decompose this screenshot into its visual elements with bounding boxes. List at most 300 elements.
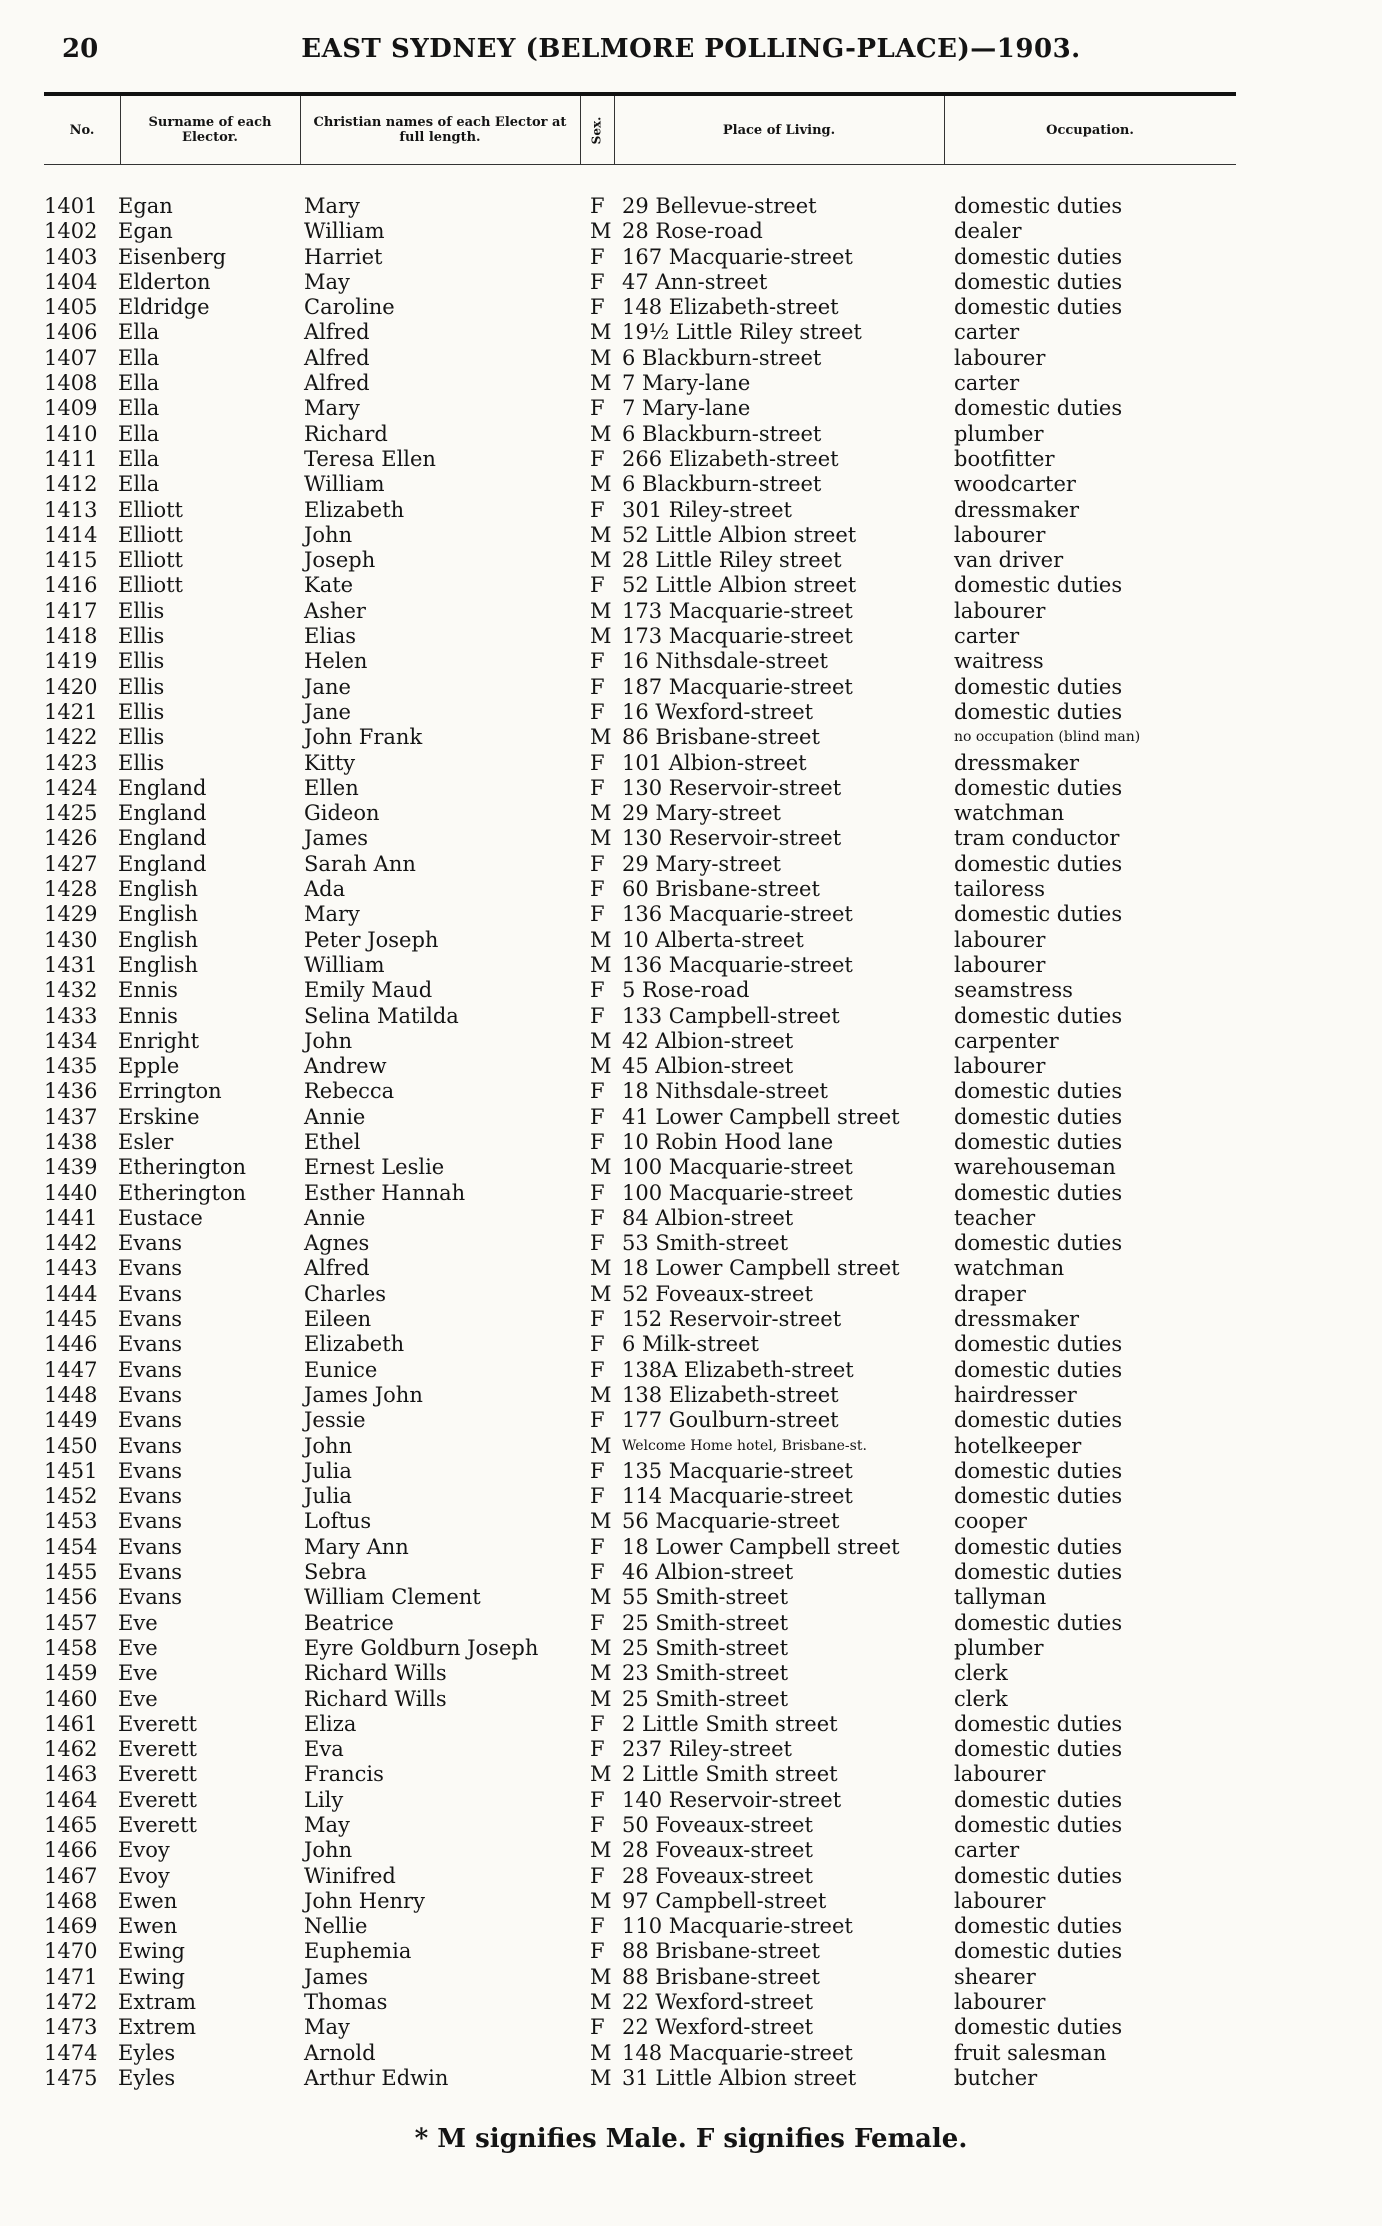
row-place-of-living: 52 Foveaux-street: [622, 1281, 813, 1306]
row-number: 1443: [44, 1256, 98, 1281]
row-sex: F: [590, 194, 605, 218]
row-occupation: carter: [954, 624, 1020, 649]
row-number: 1467: [44, 1863, 98, 1888]
row-sex: M: [590, 1054, 612, 1079]
row-place-of-living: 31 Little Albion street: [622, 2065, 857, 2090]
row-place-of-living: 53 Smith-street: [622, 1231, 789, 1256]
row-christian-names: Eunice: [304, 1357, 378, 1382]
row-christian-names: William: [304, 472, 385, 497]
row-occupation: dressmaker: [954, 750, 1080, 775]
row-sex: F: [590, 1863, 605, 1888]
table-row: [0, 1560, 1382, 1585]
row-place-of-living: 133 Campbell-street: [622, 1003, 840, 1028]
table-row: [0, 675, 1382, 700]
row-place-of-living: 47 Ann-street: [622, 269, 768, 294]
table-row: [0, 2015, 1382, 2040]
table-row: [0, 1105, 1382, 1130]
row-place-of-living: 266 Elizabeth-street: [622, 446, 839, 471]
table-row: [0, 447, 1382, 472]
row-christian-names: William: [304, 952, 385, 977]
row-christian-names: Selina Matilda: [304, 1003, 459, 1028]
row-place-of-living: 167 Macquarie-street: [622, 244, 853, 269]
row-place-of-living: 100 Macquarie-street: [622, 1155, 853, 1180]
row-occupation: domestic duties: [954, 1560, 1123, 1585]
table-row: [0, 928, 1382, 953]
row-christian-names: May: [304, 1813, 350, 1837]
row-occupation: tram conductor: [954, 826, 1120, 851]
row-surname: Ellis: [118, 624, 165, 649]
row-number: 1405: [44, 295, 98, 320]
row-christian-names: Rebecca: [304, 1079, 395, 1104]
row-sex: M: [590, 1661, 612, 1686]
row-sex: F: [590, 1737, 605, 1762]
row-sex: M: [590, 725, 612, 750]
table-row: [0, 1585, 1382, 1610]
row-place-of-living: 7 Mary-lane: [622, 396, 751, 421]
col-header-christian: Christian names of each Elector at full length.: [313, 115, 567, 145]
row-place-of-living: 28 Little Riley street: [622, 548, 842, 573]
row-place-of-living: 19½ Little Riley street: [622, 320, 862, 345]
row-sex: M: [590, 522, 612, 547]
column-header-row: [44, 92, 1236, 165]
row-sex: M: [590, 219, 612, 244]
row-number: 1419: [44, 649, 98, 674]
row-occupation: domestic duties: [954, 396, 1123, 421]
row-number: 1417: [44, 598, 98, 623]
row-place-of-living: 88 Brisbane-street: [622, 1964, 820, 1989]
row-occupation: domestic duties: [954, 1408, 1123, 1433]
row-number: 1436: [44, 1079, 98, 1104]
row-surname: Everett: [118, 1787, 197, 1812]
row-number: 1453: [44, 1509, 98, 1534]
row-surname: Extram: [118, 1990, 197, 2015]
table-row: [0, 1914, 1382, 1939]
row-occupation: domestic duties: [954, 1484, 1123, 1509]
row-surname: Ellis: [118, 649, 165, 674]
table-row: [0, 320, 1382, 345]
table-row: [0, 776, 1382, 801]
row-sex: F: [590, 2015, 605, 2040]
row-place-of-living: 97 Campbell-street: [622, 1888, 827, 1913]
table-row: [0, 1054, 1382, 1079]
table-row: [0, 1687, 1382, 1712]
table-row: [0, 270, 1382, 295]
row-christian-names: Loftus: [304, 1509, 372, 1534]
row-number: 1420: [44, 674, 98, 699]
row-occupation: labourer: [954, 1990, 1046, 2015]
row-place-of-living: 140 Reservoir-street: [622, 1787, 842, 1812]
row-surname: English: [118, 902, 199, 927]
row-occupation: domestic duties: [954, 1332, 1123, 1357]
row-christian-names: Winifred: [304, 1863, 396, 1888]
row-sex: F: [590, 674, 605, 699]
row-surname: Everett: [118, 1813, 197, 1837]
row-christian-names: James: [304, 1964, 369, 1989]
row-occupation: domestic duties: [954, 1104, 1123, 1129]
table-row: [0, 1307, 1382, 1332]
row-sex: M: [590, 952, 612, 977]
row-number: 1463: [44, 1762, 98, 1787]
table-row: [0, 751, 1382, 776]
row-number: 1424: [44, 775, 98, 800]
row-sex: M: [590, 1382, 612, 1407]
table-row: [0, 1509, 1382, 1534]
row-sex: F: [590, 1458, 605, 1483]
col-header-sex: [580, 96, 614, 164]
row-surname: Ella: [118, 320, 160, 345]
row-number: 1442: [44, 1231, 98, 1256]
row-place-of-living: 187 Macquarie-street: [622, 674, 853, 699]
row-occupation: warehouseman: [954, 1155, 1116, 1180]
row-place-of-living: 7 Mary-lane: [622, 371, 751, 396]
table-row: [0, 498, 1382, 523]
table-row: [0, 523, 1382, 548]
row-place-of-living: 56 Macquarie-street: [622, 1509, 840, 1534]
row-place-of-living: 10 Robin Hood lane: [622, 1129, 834, 1154]
row-sex: M: [590, 320, 612, 345]
row-place-of-living: 6 Blackburn-street: [622, 421, 822, 446]
table-row: [0, 953, 1382, 978]
row-number: 1415: [44, 548, 98, 573]
row-surname: Ewing: [118, 1939, 185, 1964]
table-row: [0, 725, 1382, 750]
table-row: [0, 1813, 1382, 1838]
row-sex: F: [590, 1939, 605, 1964]
row-place-of-living: 2 Little Smith street: [622, 1711, 838, 1736]
row-sex: M: [590, 2040, 612, 2065]
row-place-of-living: 2 Little Smith street: [622, 1762, 838, 1787]
row-number: 1450: [44, 1433, 98, 1458]
row-number: 1410: [44, 421, 98, 446]
row-christian-names: Mary: [304, 194, 360, 218]
row-occupation: woodcarter: [954, 472, 1076, 497]
table-row: [0, 1079, 1382, 1104]
row-surname: Etherington: [118, 1180, 247, 1205]
row-sex: M: [590, 1028, 612, 1053]
row-christian-names: Andrew: [304, 1054, 387, 1079]
row-christian-names: John Henry: [304, 1888, 425, 1913]
row-number: 1425: [44, 801, 98, 826]
row-number: 1447: [44, 1357, 98, 1382]
table-row: [0, 1737, 1382, 1762]
table-row: [0, 700, 1382, 725]
row-number: 1413: [44, 497, 98, 522]
row-place-of-living: 29 Mary-street: [622, 801, 781, 826]
row-christian-names: Emily Maud: [304, 978, 433, 1003]
row-surname: Ellis: [118, 674, 165, 699]
row-surname: Evans: [118, 1484, 183, 1509]
row-sex: F: [590, 446, 605, 471]
row-occupation: domestic duties: [954, 1180, 1123, 1205]
row-christian-names: John: [304, 1028, 353, 1053]
row-sex: F: [590, 1711, 605, 1736]
row-occupation: teacher: [954, 1205, 1036, 1230]
row-occupation: no occupation (blind man): [954, 729, 1141, 746]
row-place-of-living: 28 Foveaux-street: [622, 1838, 813, 1863]
row-christian-names: Annie: [304, 1104, 366, 1129]
row-number: 1471: [44, 1964, 98, 1989]
row-number: 1439: [44, 1155, 98, 1180]
table-row: [0, 1383, 1382, 1408]
row-christian-names: William: [304, 219, 385, 244]
row-number: 1444: [44, 1281, 98, 1306]
row-christian-names: Elias: [304, 624, 357, 649]
row-occupation: carter: [954, 371, 1020, 396]
row-place-of-living: 100 Macquarie-street: [622, 1180, 853, 1205]
row-place-of-living: 173 Macquarie-street: [622, 598, 853, 623]
row-surname: Elliott: [118, 522, 183, 547]
row-occupation: labourer: [954, 1762, 1046, 1787]
row-sex: F: [590, 573, 605, 598]
row-christian-names: Ernest Leslie: [304, 1155, 445, 1180]
row-number: 1458: [44, 1635, 98, 1660]
row-number: 1470: [44, 1939, 98, 1964]
table-row: [0, 852, 1382, 877]
row-christian-names: Euphemia: [304, 1939, 412, 1964]
table-row: [0, 1965, 1382, 1990]
row-place-of-living: 18 Lower Campbell street: [622, 1534, 900, 1559]
table-row: [0, 1990, 1382, 2015]
page-title: EAST SYDNEY (BELMORE POLLING-PLACE)—1903.: [301, 34, 1081, 64]
row-place-of-living: 55 Smith-street: [622, 1585, 789, 1610]
table-row: [0, 1282, 1382, 1307]
row-occupation: domestic duties: [954, 851, 1123, 876]
row-sex: F: [590, 699, 605, 724]
row-surname: Evans: [118, 1534, 183, 1559]
row-occupation: domestic duties: [954, 269, 1123, 294]
row-place-of-living: 177 Goulburn-street: [622, 1408, 839, 1433]
table-row: [0, 245, 1382, 270]
row-sex: F: [590, 978, 605, 1003]
row-number: 1446: [44, 1332, 98, 1357]
row-number: 1435: [44, 1054, 98, 1079]
row-occupation: clerk: [954, 1686, 1008, 1711]
row-christian-names: Lily: [304, 1787, 344, 1812]
row-surname: Eve: [118, 1610, 158, 1635]
row-number: 1432: [44, 978, 98, 1003]
row-christian-names: John: [304, 1433, 353, 1458]
row-occupation: domestic duties: [954, 1610, 1123, 1635]
row-surname: Evans: [118, 1231, 183, 1256]
table-row: [0, 1358, 1382, 1383]
row-surname: Evans: [118, 1332, 183, 1357]
row-number: 1434: [44, 1028, 98, 1053]
row-occupation: carter: [954, 320, 1020, 345]
table-row: [0, 877, 1382, 902]
row-christian-names: Alfred: [304, 371, 370, 396]
table-row: [0, 902, 1382, 927]
table-row: [0, 801, 1382, 826]
table-row: [0, 1939, 1382, 1964]
row-place-of-living: 45 Albion-street: [622, 1054, 794, 1079]
row-christian-names: William Clement: [304, 1585, 481, 1610]
row-place-of-living: 22 Wexford-street: [622, 2015, 814, 2040]
row-christian-names: Eileen: [304, 1307, 372, 1332]
row-occupation: hairdresser: [954, 1382, 1077, 1407]
row-christian-names: Gideon: [304, 801, 380, 826]
row-christian-names: Charles: [304, 1281, 387, 1306]
row-sex: F: [590, 497, 605, 522]
row-occupation: cooper: [954, 1509, 1027, 1534]
table-row: [0, 1459, 1382, 1484]
row-surname: Evans: [118, 1281, 183, 1306]
table-row: [0, 649, 1382, 674]
row-surname: Errington: [118, 1079, 222, 1104]
row-place-of-living: 18 Lower Campbell street: [622, 1256, 900, 1281]
row-surname: Everett: [118, 1711, 197, 1736]
row-sex: F: [590, 1079, 605, 1104]
row-occupation: fruit salesman: [954, 2040, 1107, 2065]
row-place-of-living: 25 Smith-street: [622, 1635, 789, 1660]
row-sex: F: [590, 1914, 605, 1939]
row-occupation: labourer: [954, 1888, 1046, 1913]
row-place-of-living: 22 Wexford-street: [622, 1990, 814, 2015]
row-surname: Evans: [118, 1307, 183, 1332]
row-place-of-living: 6 Milk-street: [622, 1332, 759, 1357]
row-occupation: carter: [954, 1838, 1020, 1863]
row-surname: Ewing: [118, 1964, 185, 1989]
row-surname: Egan: [118, 219, 173, 244]
row-place-of-living: 6 Blackburn-street: [622, 345, 822, 370]
row-surname: Erskine: [118, 1104, 200, 1129]
row-christian-names: Beatrice: [304, 1610, 394, 1635]
row-surname: Ellis: [118, 725, 165, 750]
row-christian-names: Mary Ann: [304, 1534, 409, 1559]
row-christian-names: Caroline: [304, 295, 395, 320]
row-surname: Evans: [118, 1357, 183, 1382]
row-sex: F: [590, 1408, 605, 1433]
row-number: 1451: [44, 1458, 98, 1483]
row-number: 1411: [44, 446, 98, 471]
row-place-of-living: 25 Smith-street: [622, 1610, 789, 1635]
row-christian-names: James: [304, 826, 369, 851]
row-occupation: labourer: [954, 522, 1046, 547]
row-occupation: domestic duties: [954, 1711, 1123, 1736]
row-number: 1402: [44, 219, 98, 244]
row-number: 1404: [44, 269, 98, 294]
row-surname: Evans: [118, 1256, 183, 1281]
row-place-of-living: 88 Brisbane-street: [622, 1939, 820, 1964]
row-sex: F: [590, 244, 605, 269]
row-occupation: domestic duties: [954, 573, 1123, 598]
row-number: 1445: [44, 1307, 98, 1332]
row-number: 1403: [44, 244, 98, 269]
row-surname: Esler: [118, 1129, 174, 1154]
row-occupation: labourer: [954, 952, 1046, 977]
row-sex: F: [590, 1787, 605, 1812]
table-row: [0, 624, 1382, 649]
row-place-of-living: 28 Foveaux-street: [622, 1863, 813, 1888]
row-occupation: domestic duties: [954, 1863, 1123, 1888]
table-row: [0, 472, 1382, 497]
row-christian-names: Alfred: [304, 320, 370, 345]
row-occupation: dressmaker: [954, 497, 1080, 522]
table-row: [0, 548, 1382, 573]
row-christian-names: Ethel: [304, 1129, 361, 1154]
row-occupation: domestic duties: [954, 1231, 1123, 1256]
row-surname: Evoy: [118, 1838, 170, 1863]
row-number: 1416: [44, 573, 98, 598]
row-number: 1474: [44, 2040, 98, 2065]
row-place-of-living: 29 Mary-street: [622, 851, 781, 876]
row-surname: Ella: [118, 446, 160, 471]
row-number: 1412: [44, 472, 98, 497]
row-occupation: domestic duties: [954, 674, 1123, 699]
table-row: [0, 978, 1382, 1003]
row-occupation: tallyman: [954, 1585, 1047, 1610]
row-place-of-living: 148 Macquarie-street: [622, 2040, 853, 2065]
row-number: 1468: [44, 1888, 98, 1913]
row-sex: F: [590, 851, 605, 876]
row-surname: Ella: [118, 472, 160, 497]
row-number: 1473: [44, 2015, 98, 2040]
row-christian-names: Kate: [304, 573, 354, 598]
row-christian-names: Thomas: [304, 1990, 388, 2015]
row-sex: M: [590, 345, 612, 370]
row-surname: Evoy: [118, 1863, 170, 1888]
row-occupation: domestic duties: [954, 1534, 1123, 1559]
row-sex: F: [590, 649, 605, 674]
row-sex: F: [590, 775, 605, 800]
row-surname: Eyles: [118, 2065, 176, 2090]
row-occupation: van driver: [954, 548, 1064, 573]
row-occupation: domestic duties: [954, 1787, 1123, 1812]
row-christian-names: Harriet: [304, 244, 383, 269]
row-christian-names: Julia: [304, 1484, 352, 1509]
row-surname: Evans: [118, 1382, 183, 1407]
row-number: 1466: [44, 1838, 98, 1863]
row-christian-names: James John: [304, 1382, 423, 1407]
row-christian-names: John: [304, 1838, 353, 1863]
row-surname: Ella: [118, 371, 160, 396]
row-place-of-living: 52 Little Albion street: [622, 573, 857, 598]
table-row: [0, 826, 1382, 851]
row-number: 1423: [44, 750, 98, 775]
row-place-of-living: 18 Nithsdale-street: [622, 1079, 828, 1104]
row-sex: M: [590, 1990, 612, 2015]
row-place-of-living: 50 Foveaux-street: [622, 1813, 813, 1837]
row-surname: Eyles: [118, 2040, 176, 2065]
row-surname: English: [118, 877, 199, 902]
row-occupation: domestic duties: [954, 1737, 1123, 1762]
row-sex: M: [590, 1964, 612, 1989]
row-occupation: watchman: [954, 801, 1065, 826]
row-christian-names: Alfred: [304, 1256, 370, 1281]
row-occupation: labourer: [954, 598, 1046, 623]
row-christian-names: Eva: [304, 1737, 344, 1762]
table-row: [0, 194, 1382, 219]
row-christian-names: May: [304, 269, 350, 294]
row-sex: M: [590, 1838, 612, 1863]
row-number: 1409: [44, 396, 98, 421]
row-place-of-living: 29 Bellevue-street: [622, 194, 817, 218]
row-occupation: draper: [954, 1281, 1026, 1306]
row-place-of-living: 84 Albion-street: [622, 1205, 794, 1230]
row-surname: Everett: [118, 1762, 197, 1787]
row-occupation: domestic duties: [954, 1939, 1123, 1964]
row-sex: F: [590, 1357, 605, 1382]
row-surname: English: [118, 952, 199, 977]
row-number: 1475: [44, 2065, 98, 2090]
row-occupation: watchman: [954, 1256, 1065, 1281]
row-occupation: labourer: [954, 927, 1046, 952]
table-row: [0, 1181, 1382, 1206]
row-christian-names: Ada: [304, 877, 346, 902]
row-sex: F: [590, 1129, 605, 1154]
page-number: 20: [62, 34, 99, 64]
row-number: 1406: [44, 320, 98, 345]
row-number: 1429: [44, 902, 98, 927]
